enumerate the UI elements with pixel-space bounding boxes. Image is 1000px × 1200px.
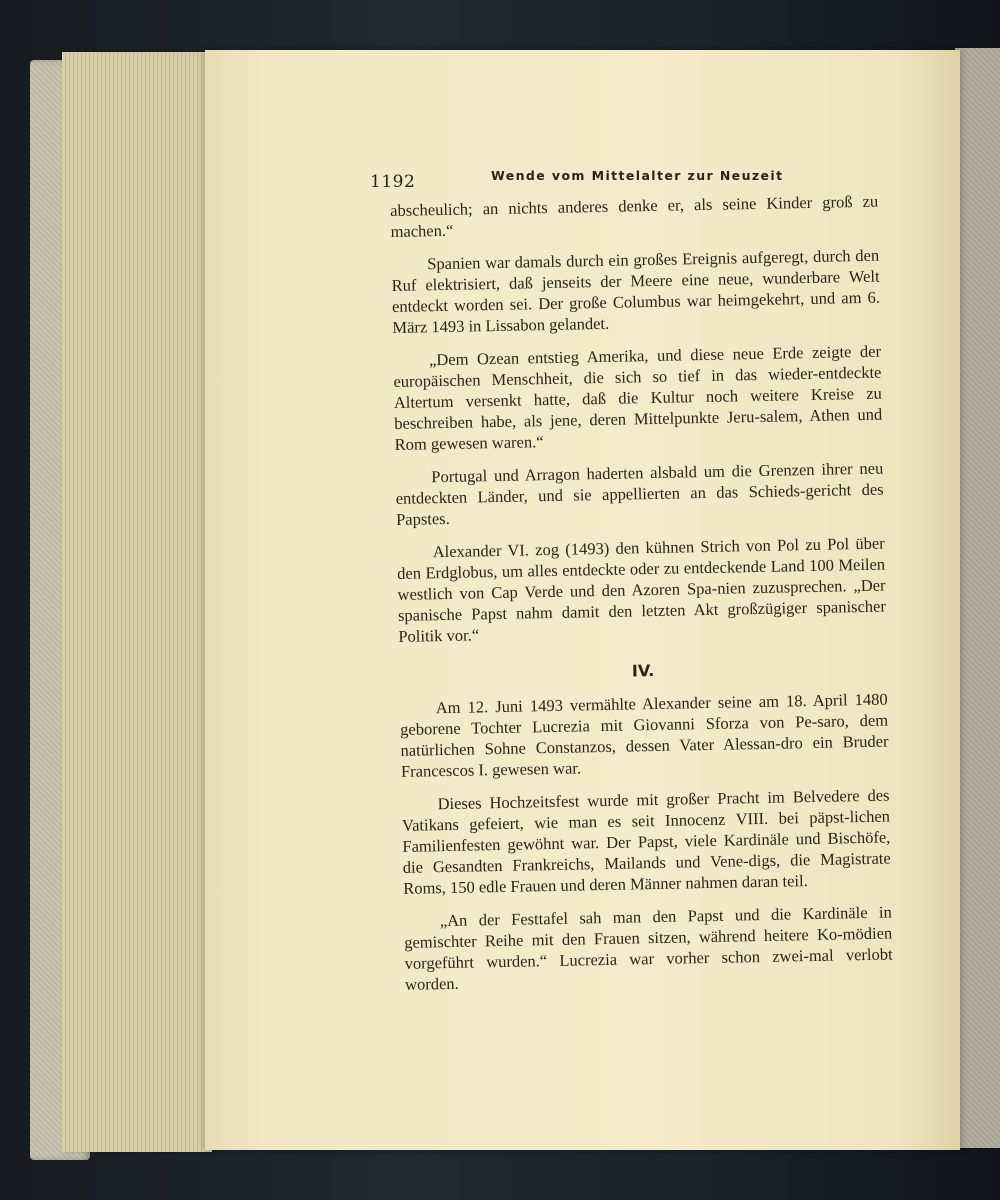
paragraph: Alexander VI. zog (1493) den kühnen Strich von Pol zu Pol über den Erdglobus, um alles entdeckte oder zu entdeckende Land 100 Meilen westlich von Cap Verde und den Azoren Spa-nien zuzusprechen. „Der spanische Papst nahm damit den letzten Akt großzügiger spanischer Politik vor.“ xyxy=(396,533,887,646)
section-heading: IV. xyxy=(631,661,655,681)
page-edges xyxy=(62,52,212,1152)
book-cover-right xyxy=(955,48,1000,1148)
paragraph: „Dem Ozean entstieg Amerika, und diese neue Erde zeigte der europäischen Menschheit, die sich so tief in das wieder-entdeckte Altertum versenkt hatte, daß die Kultur noch weitere Kreise zu beschreiben habe, als jene, deren Mittelpunkte Jeru-salem, Athen und Rom gewesen waren.“ xyxy=(393,341,883,454)
body-text xyxy=(390,191,893,1007)
paragraph: Dieses Hochzeitsfest wurde mit großer Pracht im Belvedere des Vatikans gefeiert, wie man es seit Innocenz VIII. bei päpst-lichen Familienfesten gewöhnt war. Der Papst, viele Kardinäle und Bischöfe, die Gesandten Frankreichs, Mailands und Vene-digs, die Magistrate Roms, 150 edle Frauen und deren Männer nahmen daran teil. xyxy=(401,785,891,898)
paragraph: „An der Festtafel sah man den Papst und die Kardinäle in gemischter Reihe mit den Frauen sitzen, während heitere Ko-mödien vorgeführt wurden.“ Lucrezia war vorher schon zwei-mal verlobt worden. xyxy=(404,902,893,994)
page-number: 1192 xyxy=(370,172,416,192)
paragraph: Spanien war damals durch ein großes Ereignis aufgeregt, durch den Ruf elektrisiert, daß jenseits der Meere eine neue, wunderbare Welt entdeckt worden sei. Der große Columbus war heimgekehrt, und am 6. März 1493 in Lissabon gelandet. xyxy=(391,245,881,337)
paragraph: Am 12. Juni 1493 vermählte Alexander seine am 18. April 1480 geborene Tochter Lucrezia mit Giovanni Sforza von Pe-saro, dem natürlichen Sohne Constanzos, dessen Vater Alessan-dro ein Bruder Francescos I. gewesen war. xyxy=(399,689,889,781)
running-head: Wende vom Mittelalter zur Neuzeit xyxy=(491,168,784,183)
paragraph: abscheulich; an nichts anderes denke er, als seine Kinder groß zu machen.“ xyxy=(390,191,879,241)
book-page xyxy=(205,50,960,1150)
paragraph: Portugal und Arragon haderten alsbald um die Grenzen ihrer neu entdeckten Länder, und sie appellierten an das Schieds-gericht des Papstes. xyxy=(395,458,884,529)
